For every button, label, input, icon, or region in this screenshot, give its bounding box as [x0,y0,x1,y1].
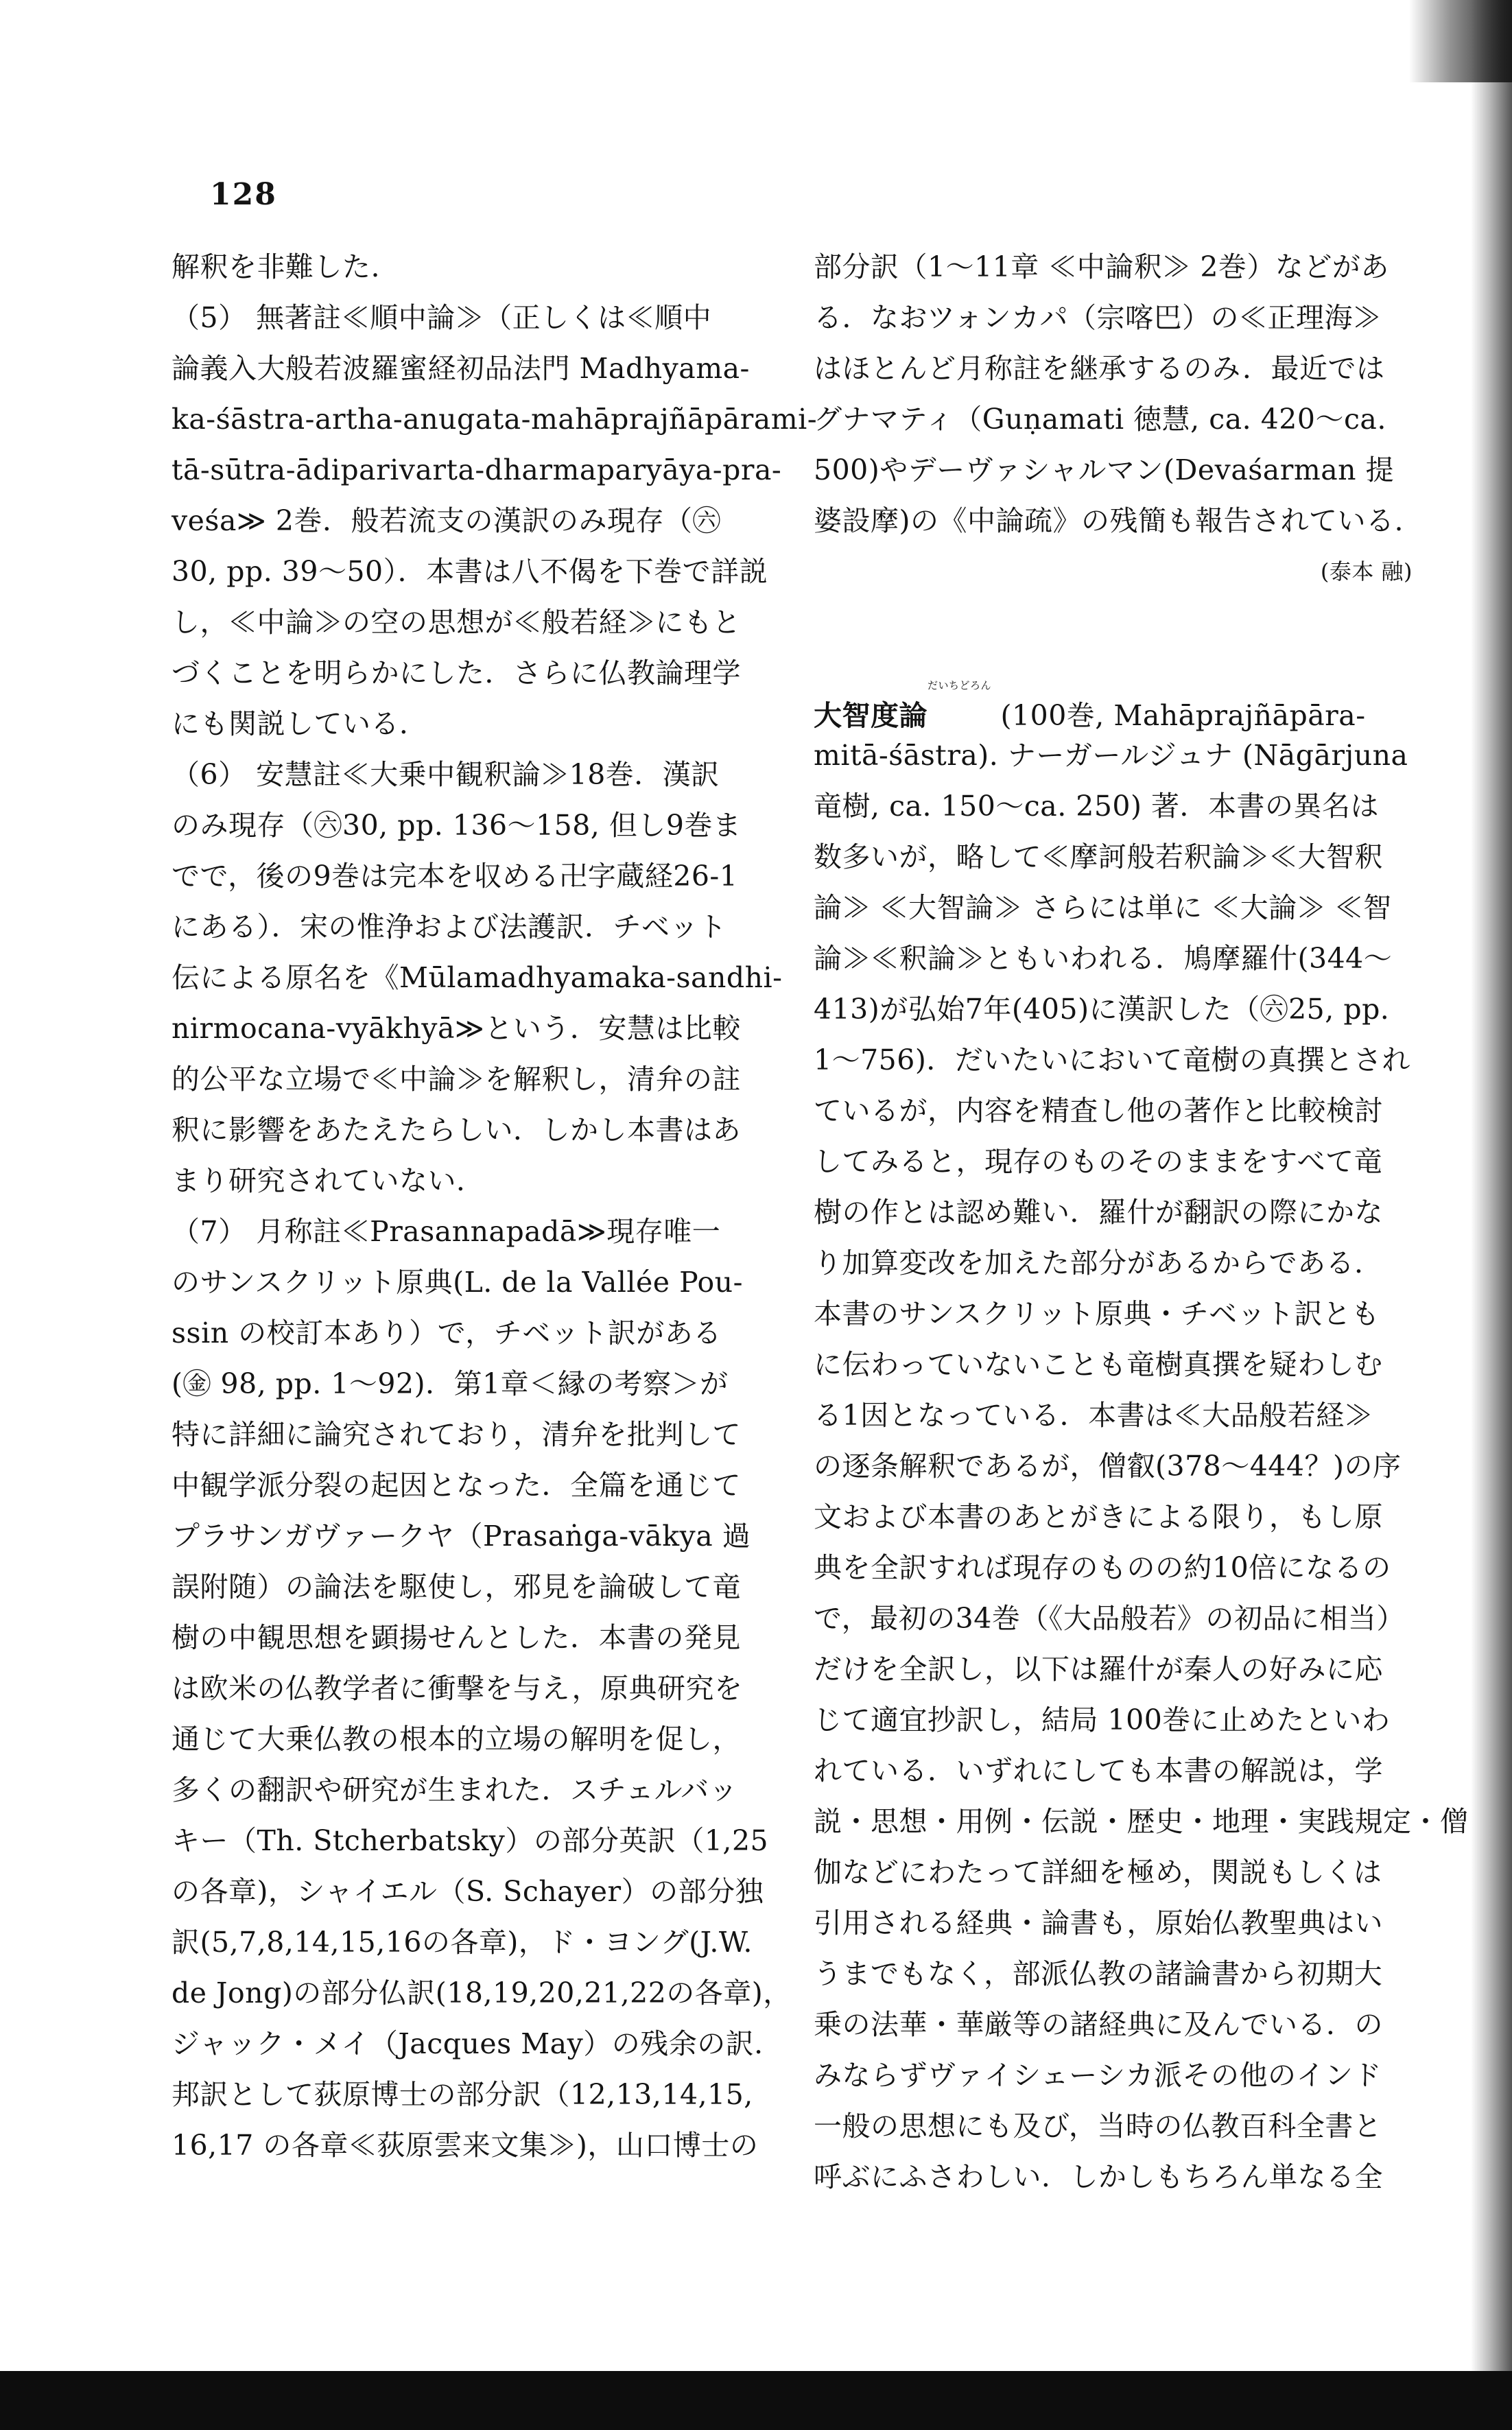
text-line: は欧米の仏教学者に衝撃を与え，原典研究を [172,1672,743,1705]
text-line: る1因となっている．本書は≪大品般若経≫ [814,1399,1373,1432]
text-line: 誤附随）の論法を駆使し，邪見を論破して竜 [172,1570,741,1603]
text-line: 文および本書のあとがきによる限り，もし原 [814,1500,1383,1533]
text-line: （5） 無著註≪順中論≫（正しくは≪順中 [172,301,712,334]
text-line: 論義入大般若波羅蜜経初品法門 Madhyama- [172,352,750,385]
text-line: 一般の思想にも及び，当時の仏教百科全書と [814,2110,1382,2143]
text-line: 引用される経典・論書も，原始仏教聖典はい [814,1907,1383,1939]
text-line: 16,17 の各章≪荻原雲来文集≫)，山口博士の [172,2129,759,2162]
text-line: にも関説している． [172,707,428,740]
text-line: はほとんど月称註を継承するのみ．最近では [814,352,1385,385]
text-line: 多くの翻訳や研究が生まれた．スチェルバッ [172,1773,738,1806]
text-line: 数多いが，略して≪摩訶般若釈論≫≪大智釈 [814,840,1383,873]
text-line: る．なおツォンカパ（宗喀巴）の≪正理海≫ [814,301,1382,334]
page-number: 128 [210,177,277,212]
text-line: 論≫≪釈論≫ともいわれる．鳩摩羅什(344～ [814,942,1393,975]
text-line: 通じて大乗仏教の根本的立場の解明を促し， [172,1723,741,1756]
text-line: (㊎ 98, pp. 1～92)．第1章＜縁の考察＞が [172,1367,729,1400]
text-line: に伝わっていないことも竜樹真撰を疑わしむ [814,1348,1383,1381]
text-line: 釈に影響をあたえたらしい．しかし本書はあ [172,1113,741,1146]
left-column [172,241,818,2171]
text-line: キー（Th. Stcherbatsky）の部分英訳（1,25 [172,1824,769,1857]
text-line: 特に詳細に論究されており，清弁を批判して [172,1418,741,1451]
text-line: みならずヴァイシェーシカ派その他のインド [814,2059,1382,2092]
text-line: じて適宜抄訳し，結局 100巻に止めたといわ [814,1703,1391,1736]
text-line: 伝による原名を《Mūlamadhyamaka-sandhi- [172,961,783,994]
author-signature: (泰本 融) [1320,558,1413,585]
text-line: の逐条解釈であるが，僧叡(378～444？)の序 [814,1450,1402,1483]
text-line: り加算変改を加えた部分があるからである． [814,1247,1383,1279]
text-line: 婆設摩)の《中論疏》の残簡も報告されている. [814,504,1404,537]
text-line: 中観学派分裂の起因となった．全篇を通じて [172,1469,741,1502]
entry-first-line [814,679,1426,730]
text-line: tā-sūtra-ādiparivarta-dharmaparyāya-pra- [172,453,782,486]
text-line: 説・思想・用例・伝説・歴史・地理・実践規定・僧 [814,1805,1469,1838]
text-line: にある）．宋の惟浄および法護訳．チベット [172,910,727,943]
page-corner-shadow [1409,0,1512,82]
text-line: し，≪中論≫の空の思想が≪般若経≫にもと [172,606,741,639]
entry-gap [814,597,1426,679]
text-line: 樹の中観思想を顕揚せんとした．本書の発見 [172,1621,741,1654]
text-line: グナマティ（Guṇamati 徳慧, ca. 420～ca. [814,403,1386,436]
entry-first-line-text: (100巻, Mahāprajñāpāra- [991,699,1366,732]
text-line: 論≫ ≪大智論≫ さらには単に ≪大論≫ ≪智 [814,891,1392,924]
text-line: の各章)，シャイエル（S. Schayer）の部分独 [172,1875,764,1908]
text-line: ているが，内容を精査し他の著作と比較検討 [814,1094,1383,1127]
text-line: まり研究されていない． [172,1164,485,1197]
text-line: 訳(5,7,8,14,15,16の各章)，ド・ヨング(J.W. [172,1926,753,1959]
text-line: 500)やデーヴァシャルマン(Devaśarman 提 [814,453,1395,486]
text-line: だけを全訳し，以下は羅什が秦人の好みに応 [814,1653,1383,1686]
text-line: ssin の校訂本あり）で，チベット訳がある [172,1317,722,1349]
text-line: 呼ぶにふさわしい．しかしもちろん単なる全 [814,2160,1383,2193]
text-line: 樹の作とは認め難い．羅什が翻訳の際にかな [814,1196,1383,1229]
text-line: 解釈を非難した. [172,250,381,283]
text-line: でで，後の9巻は完本を収める卍字蔵経26-1 [172,860,738,893]
text-line: de Jong)の部分仏訳(18,19,20,21,22の各章)， [172,1977,792,2009]
text-line: で，最初の34巻（《大品般若》の初品に相当） [814,1602,1405,1635]
text-line: ka-śāstra-artha-anugata-mahāprajñāpārami- [172,403,818,436]
text-line: づくことを明らかにした．さらに仏教論理学 [172,657,741,689]
text-line: 1～756)．だいたいにおいて竜樹の真撰とされ [814,1043,1410,1076]
text-line: プラサンガヴァークヤ（Prasaṅga-vākya 過 [172,1520,751,1553]
text-line: mitā-śāstra). ナーガールジュナ (Nāgārjuna [814,739,1408,772]
text-line: veśa≫ 2巻．般若流支の漢訳のみ現存（㊅ [172,504,721,537]
text-line: ジャック・メイ（Jacques May）の残余の訳． [172,2027,783,2060]
page-edge-shadow [1471,0,1512,2430]
text-line: 典を全訳すれば現存のものの約10倍になるの [814,1551,1391,1584]
text-line: 本書のサンスクリット原典・チベット訳とも [814,1297,1380,1330]
text-line: してみると，現存のものそのままをすべて竜 [814,1145,1383,1178]
scan-border [0,2371,1512,2430]
text-line: 邦訳として荻原博士の部分訳（12,13,14,15, [172,2078,753,2111]
text-line: 乗の法華・華厳等の諸経典に及んでいる．の [814,2008,1383,2041]
entry-headword: 大智度論 [814,699,928,732]
text-line: nirmocana-vyākhyā≫という．安慧は比較 [172,1012,741,1045]
entry-body [814,730,1469,2202]
entry-reading: だいちどろん [928,679,992,692]
right-column-continuation [814,241,1426,546]
text-line: 竜樹, ca. 150～ca. 250) 著．本書の異名は [814,790,1380,823]
text-line: のサンスクリット原典(L. de la Vallée Pou- [172,1266,743,1299]
text-line: 伽などにわたって詳細を極め，関説もしくは [814,1856,1382,1889]
text-line: れている．いずれにしても本書の解説は，学 [814,1754,1383,1787]
text-line: 部分訳（1～11章 ≪中論釈≫ 2巻）などがあ [814,250,1389,283]
text-line: 413)が弘始7年(405)に漢訳した（㊅25, pp. [814,993,1390,1026]
right-column [814,241,1469,2202]
text-line: 30, pp. 39～50）．本書は八不偈を下巻で詳説 [172,555,768,588]
text-line: 的公平な立場で≪中論≫を解釈し，清弁の註 [172,1063,741,1096]
text-line: のみ現存（㊅30, pp. 136～158, 但し9巻ま [172,809,742,842]
text-line: （6） 安慧註≪大乗中観釈論≫18巻．漢訳 [172,758,720,791]
text-line: うまでもなく，部派仏教の諸論書から初期大 [814,1957,1383,1990]
text-line: （7） 月称註≪Prasannapadā≫現存唯一 [172,1215,721,1248]
